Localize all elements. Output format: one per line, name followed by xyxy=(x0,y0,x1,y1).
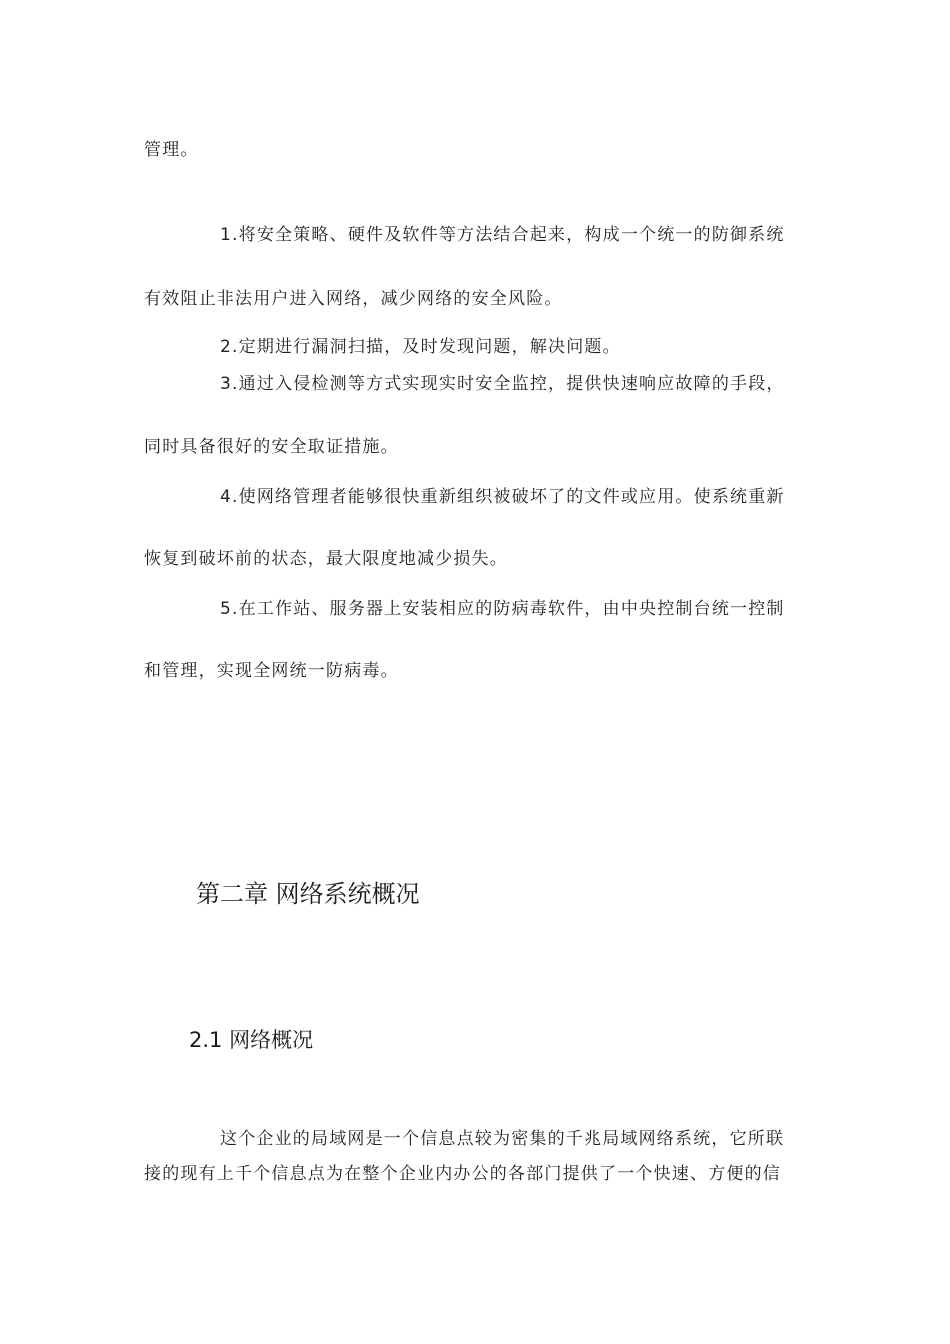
list-item-5 xyxy=(220,597,785,621)
list-item-text: 使网络管理者能够很快重新组织被破坏了的文件或应用。使系统重新 xyxy=(238,487,785,507)
list-item-number: 1. xyxy=(220,225,239,245)
list-item-number: 2. xyxy=(220,337,239,357)
list-item-number: 5. xyxy=(220,599,239,619)
list-item-4-continuation: 恢复到破坏前的状态，最大限度地减少损失。 xyxy=(144,549,508,569)
list-item-text: 在工作站、服务器上安装相应的防病毒软件，由中央控制台统一控制 xyxy=(238,599,785,619)
section-paragraph-line-1: 这个企业的局域网是一个信息点较为密集的千兆局域网络系统，它所联 xyxy=(220,1129,785,1149)
list-item-text: 将安全策略、硬件及软件等方法结合起来，构成一个统一的防御系统 xyxy=(238,225,785,245)
list-item-text: 定期进行漏洞扫描，及时发现问题，解决问题。 xyxy=(238,337,621,357)
section-heading: 2.1 网络概况 xyxy=(189,1028,314,1052)
list-item-number: 4. xyxy=(220,487,239,507)
list-item-1-continuation: 有效阻止非法用户进入网络，减少网络的安全风险。 xyxy=(144,289,563,309)
list-item-4 xyxy=(220,485,785,509)
list-item-2 xyxy=(220,335,621,359)
list-item-5-continuation: 和管理，实现全网统一防病毒。 xyxy=(144,661,399,681)
list-item-number: 3. xyxy=(220,374,239,394)
section-paragraph-line-2: 接的现有上千个信息点为在整个企业内办公的各部门提供了一个快速、方便的信 xyxy=(144,1164,781,1184)
list-item-3 xyxy=(220,372,785,396)
list-item-1 xyxy=(220,223,785,247)
list-item-3-continuation: 同时具备很好的安全取证措施。 xyxy=(144,437,399,457)
paragraph-lead: 管理。 xyxy=(144,140,199,160)
chapter-heading: 第二章 网络系统概况 xyxy=(196,880,420,908)
list-item-text: 通过入侵检测等方式实现实时安全监控，提供快速响应故障的手段， xyxy=(238,374,785,394)
